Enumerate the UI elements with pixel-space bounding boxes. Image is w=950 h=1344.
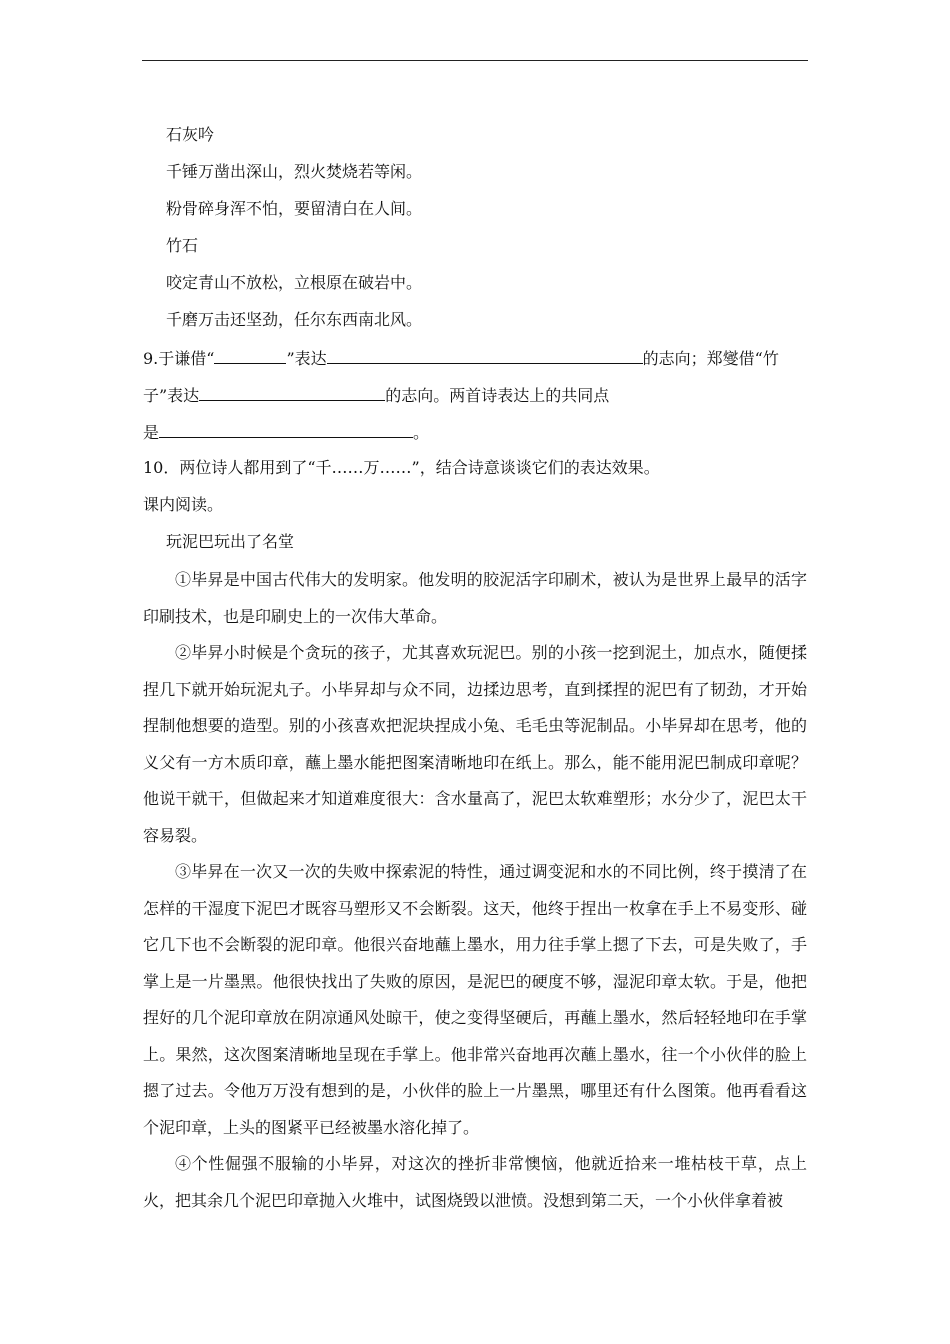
article-title: 玩泥巴玩出了名堂 — [166, 532, 295, 551]
poem-line: 千锤万凿出深山，烈火焚烧若等闲。 — [166, 162, 423, 181]
question-9-line2: 子”表达 的志向。两首诗表达上的共同点 — [143, 382, 609, 406]
poem-line: 粉骨碎身浑不怕，要留清白在人间。 — [166, 199, 423, 218]
article-body — [143, 562, 807, 1219]
paragraph-2: ②毕昇小时候是个贪玩的孩子，尤其喜欢玩泥巴。别的小孩一挖到泥土，加点水，随便揉捏几下就开始玩泥丸子。小毕昇却与众不同，边揉边思考，直到揉捏的泥巴有了韧劲，才开始捏制他想要的造型。别的小孩喜欢把泥块捏成小兔、毛毛虫等泥制品。小毕昇却在思考，他的义父有一方木质印章，蘸上墨水能把图案清晰地印在纸上。那么，能不能用泥巴制成印章呢？他说干就干，但做起来才知道难度很大：含水量高了，泥巴太软难塑形；水分少了，泥巴太干容易裂。 — [143, 643, 807, 845]
paragraph-1: ①毕昇是中国古代伟大的发明家。他发明的胶泥活字印刷术，被认为是世界上最早的活字印刷技术，也是印刷史上的一次伟大革命。 — [143, 570, 807, 626]
paragraph-3: ③毕昇在一次又一次的失败中探索泥的特性，通过调变泥和水的不同比例，终于摸清了在怎样的干湿度下泥巴才既容马塑形又不会断裂。这天，他终于捏出一枚拿在手上不易变形、碰它几下也不会断裂的泥印章。他很兴奋地蘸上墨水，用力往手掌上摁了下去，可是失败了，手掌上是一片墨黑。他很快找出了失败的原因，是泥巴的硬度不够，湿泥印章太软。于是，他把捏好的几个泥印章放在阴凉通风处晾干，使之变得坚硬后，再蘸上墨水，然后轻轻地印在手掌上。果然，这次图案清晰地呈现在手掌上。他非常兴奋地再次蘸上墨水，往一个小伙伴的脸上摁了过去。令他万万没有想到的是，小伙伴的脸上一片墨黑，哪里还有什么图策。他再看看这个泥印章，上头的图紧平已经被墨水溶化掉了。 — [143, 862, 807, 1137]
poem-title-zhushi: 竹石 — [166, 236, 199, 255]
question-9-line1: 9.于谦借“ ”表达 的志向；郑燮借“竹 — [143, 345, 779, 369]
question-10: 10．两位诗人都用到了“千……万……”，结合诗意谈谈它们的表达效果。 — [143, 458, 660, 477]
answer-blank[interactable] — [199, 382, 385, 401]
question-9-line3: 是 。 — [143, 419, 429, 443]
section-label: 课内阅读。 — [143, 495, 224, 514]
poem-title-shihuiyin: 石灰吟 — [166, 125, 215, 144]
answer-blank[interactable] — [327, 345, 643, 364]
answer-blank[interactable] — [214, 345, 286, 364]
poem-line: 咬定青山不放松，立根原在破岩中。 — [166, 273, 423, 292]
paragraph-4: ④个性倔强不服输的小毕昇，对这次的挫折非常懊恼，他就近拾来一堆枯枝干草，点上火，把其余几个泥巴印章抛入火堆中，试图烧毁以泄愤。没想到第二天，一个小伙伴拿着被 — [143, 1154, 807, 1210]
poem-line: 千磨万击还坚劲，任尔东西南北风。 — [166, 310, 423, 329]
answer-blank[interactable] — [159, 419, 413, 438]
header-rule — [142, 60, 808, 61]
